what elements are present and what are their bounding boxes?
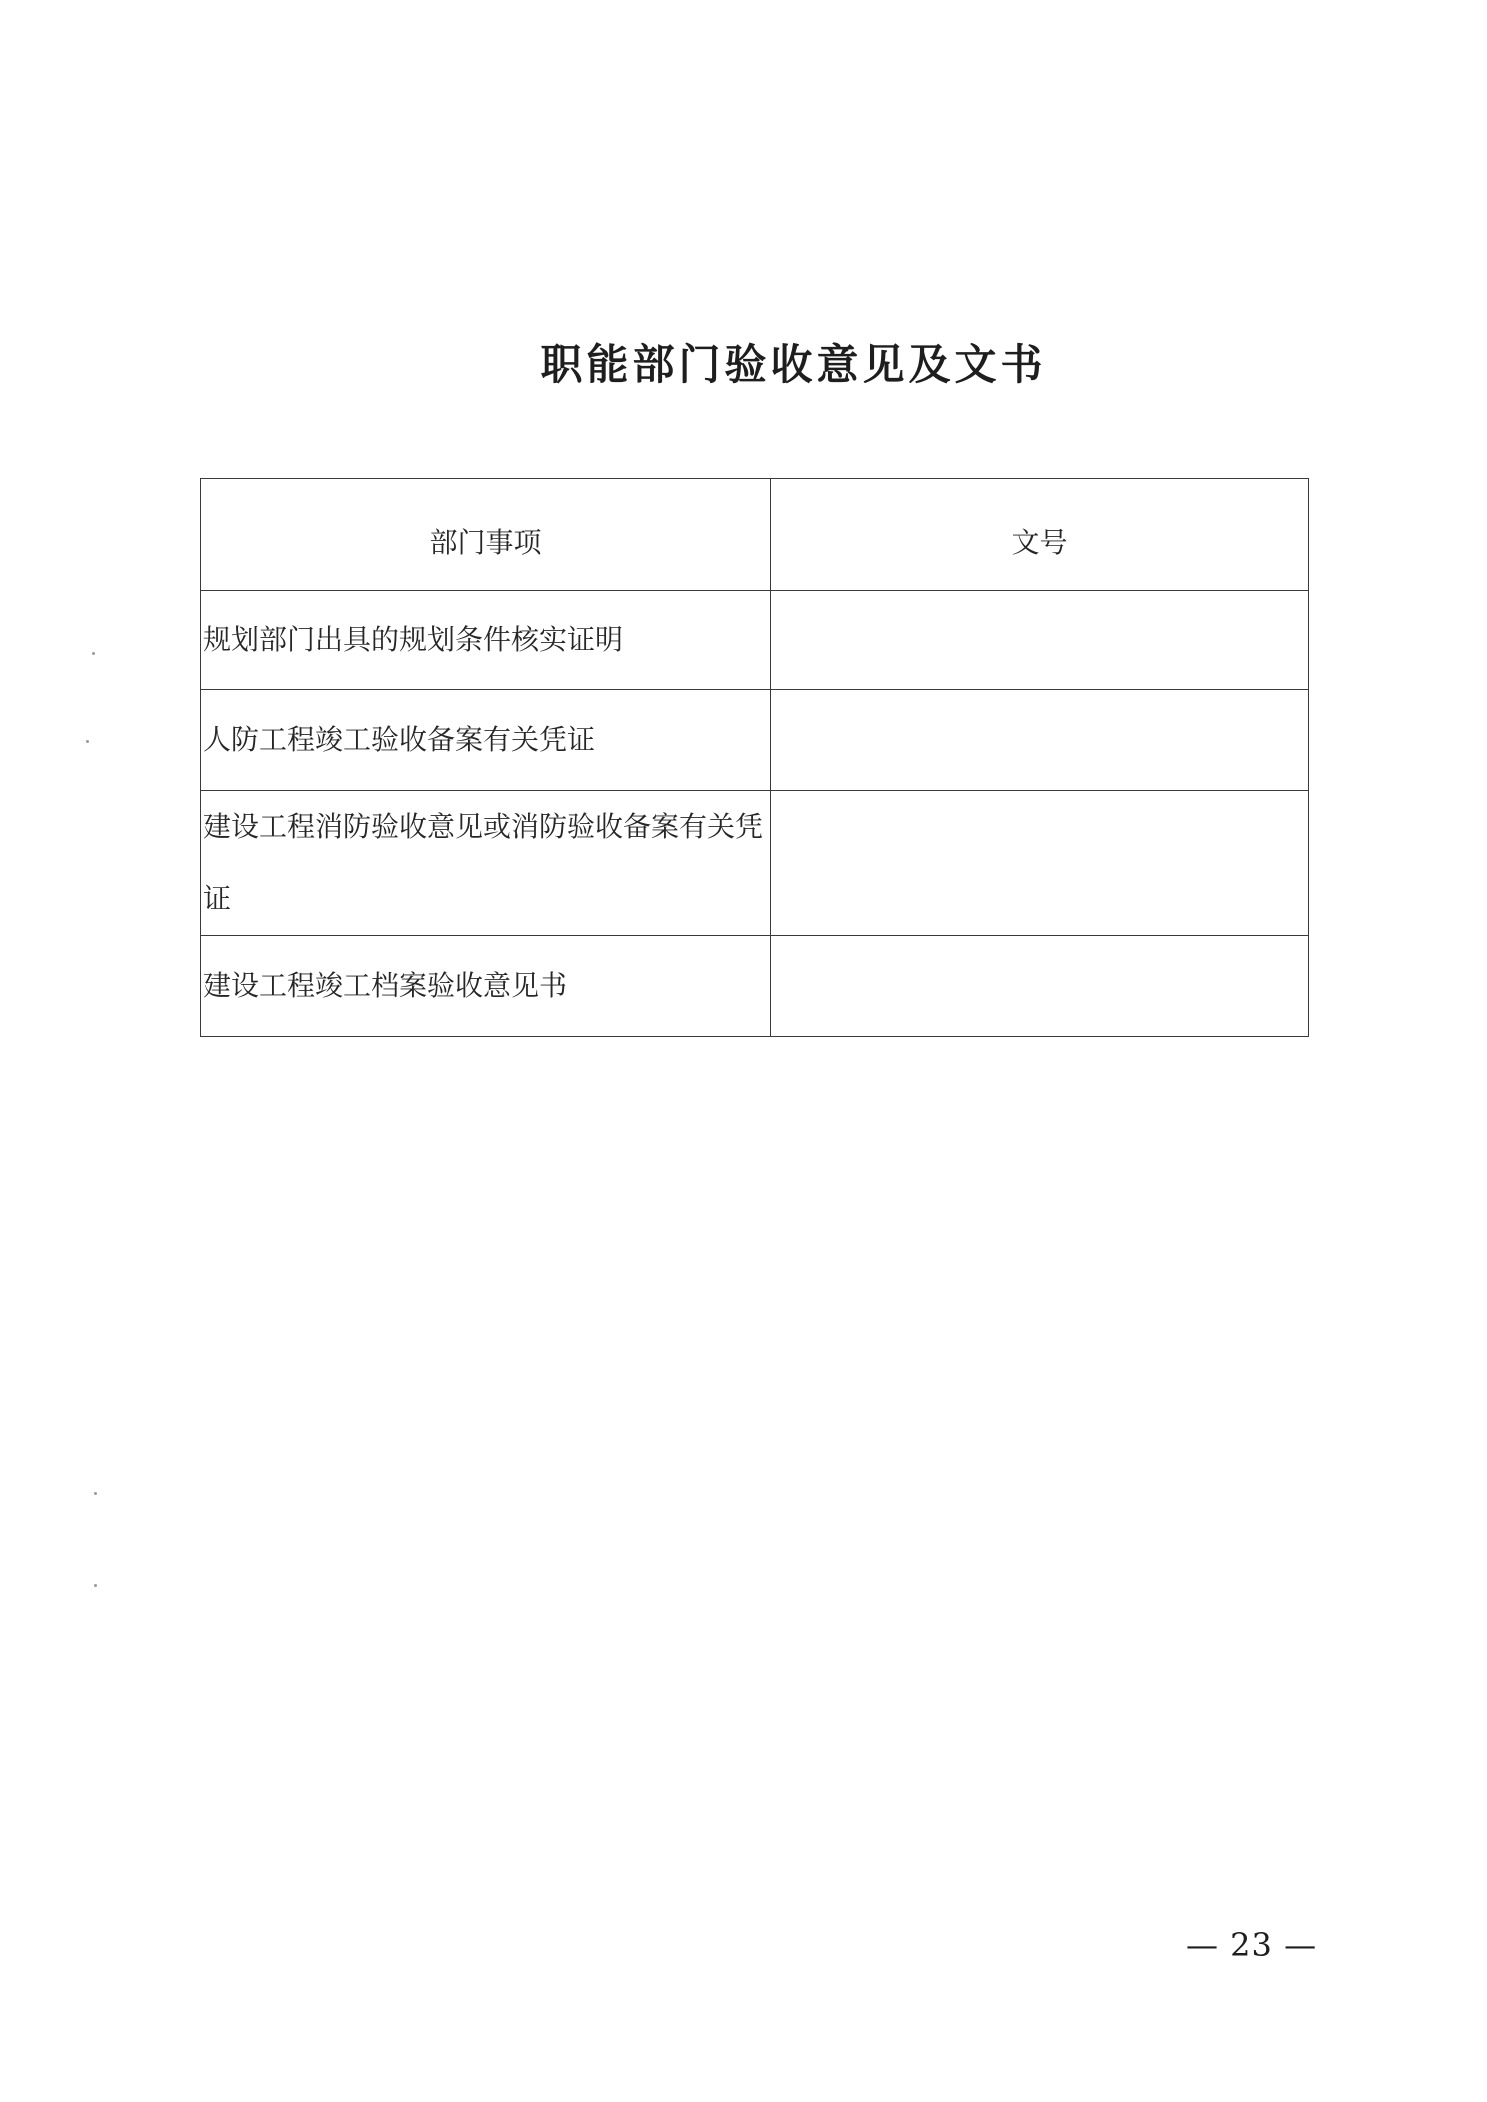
table-row	[201, 791, 1309, 936]
scan-speck	[94, 1492, 97, 1495]
row-item: 规划部门出具的规划条件核实证明	[201, 591, 771, 690]
page-title: 职能部门验收意见及文书	[540, 340, 1047, 389]
scan-speck	[86, 740, 89, 743]
table-row	[201, 936, 1309, 1037]
header-department-item: 部门事项	[201, 479, 771, 591]
table-row	[201, 591, 1309, 690]
header-document-number: 文号	[771, 479, 1309, 591]
row-document-number	[771, 690, 1309, 791]
row-document-number	[771, 936, 1309, 1037]
row-document-number	[771, 791, 1309, 936]
row-item: 人防工程竣工验收备案有关凭证	[201, 690, 771, 791]
scan-speck	[92, 652, 95, 655]
page-number: — 23 —	[1186, 1926, 1318, 1964]
row-item: 建设工程竣工档案验收意见书	[201, 936, 771, 1037]
row-item: 建设工程消防验收意见或消防验收备案有关凭证	[201, 791, 771, 936]
table-header-row	[201, 479, 1309, 591]
scan-speck	[94, 1584, 97, 1587]
table-row	[201, 690, 1309, 791]
acceptance-table	[200, 478, 1309, 1037]
row-document-number	[771, 591, 1309, 690]
